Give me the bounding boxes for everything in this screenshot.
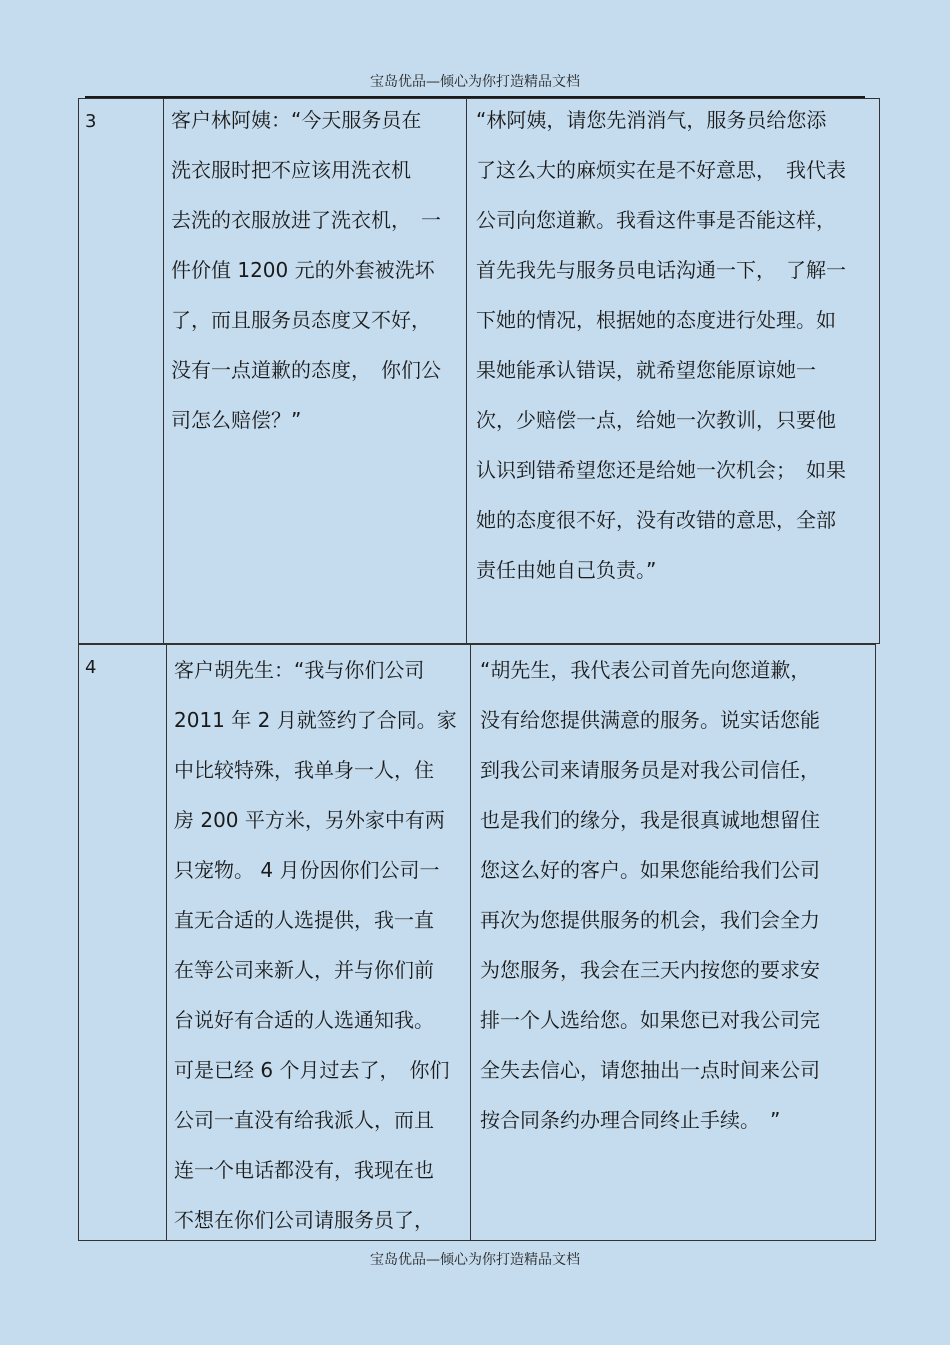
complaint-cell	[171, 95, 461, 643]
page-footer: 宝岛优品—倾心为你打造精品文档	[370, 1252, 580, 1268]
complaint-line: 房 200 平方米，另外家中有两	[174, 808, 445, 832]
response-line: 认识到错希望您还是给她一次机会； 如果	[476, 458, 846, 482]
response-line: 没有给您提供满意的服务。说实话您能	[480, 708, 820, 732]
complaint-line: 在等公司来新人，并与你们前	[174, 958, 434, 982]
table-row	[78, 644, 876, 1241]
table-row	[78, 98, 880, 644]
complaint-line: 直无合适的人选提供，我一直	[174, 908, 434, 932]
complaint-line: 不想在你们公司请服务员了，	[174, 1208, 434, 1232]
complaint-line: 了，而且服务员态度又不好，	[171, 308, 431, 332]
response-line: 也是我们的缘分，我是很真诚地想留住	[480, 808, 820, 832]
response-line: 她的态度很不好，没有改错的意思，全部	[476, 508, 836, 532]
response-line: 全失去信心，请您抽出一点时间来公司	[480, 1058, 820, 1082]
complaint-line: 客户林阿姨：“今天服务员在	[171, 108, 422, 132]
row-number: 3	[85, 111, 97, 132]
response-line: 再次为您提供服务的机会，我们会全力	[480, 908, 820, 932]
page-header: 宝岛优品—倾心为你打造精品文档	[370, 74, 580, 90]
column-divider	[166, 645, 167, 1240]
response-line: 按合同条约办理合同终止手续。 ”	[480, 1108, 781, 1132]
response-cell	[476, 95, 876, 643]
column-divider	[470, 645, 471, 1240]
complaint-line: 司怎么赔偿？”	[171, 408, 302, 432]
complaint-line: 公司一直没有给我派人，而且	[174, 1108, 434, 1132]
response-line: 到我公司来请服务员是对我公司信任，	[480, 758, 820, 782]
column-divider	[466, 99, 467, 643]
complaint-line: 可是已经 6 个月过去了， 你们	[174, 1058, 450, 1082]
complaint-line: 去洗的衣服放进了洗衣机， 一	[171, 208, 441, 232]
complaint-line: 2011 年 2 月就签约了合同。家	[174, 708, 457, 732]
complaint-line: 洗衣服时把不应该用洗衣机	[171, 158, 411, 182]
response-line: 次，少赔偿一点，给她一次教训，只要他	[476, 408, 836, 432]
complaint-line: 没有一点道歉的态度， 你们公	[171, 358, 441, 382]
response-line: “胡先生，我代表公司首先向您道歉，	[480, 658, 811, 682]
response-line: 首先我先与服务员电话沟通一下， 了解一	[476, 258, 846, 282]
complaint-line: 件价值 1200 元的外套被洗坏	[171, 258, 435, 282]
column-divider	[163, 99, 164, 643]
response-line: 公司向您道歉。我看这件事是否能这样，	[476, 208, 836, 232]
response-line: 责任由她自己负责。”	[476, 558, 657, 582]
complaint-line: 只宠物。 4 月份因你们公司一	[174, 858, 440, 882]
response-line: 了这么大的麻烦实在是不好意思， 我代表	[476, 158, 846, 182]
response-cell	[480, 645, 872, 1240]
response-line: 下她的情况，根据她的态度进行处理。如	[476, 308, 836, 332]
response-line: 您这么好的客户。如果您能给我们公司	[480, 858, 820, 882]
response-line: 排一个人选给您。如果您已对我公司完	[480, 1008, 820, 1032]
complaint-line: 客户胡先生：“我与你们公司	[174, 658, 425, 682]
response-line: “林阿姨，请您先消消气，服务员给您添	[476, 108, 827, 132]
complaint-line: 连一个电话都没有，我现在也	[174, 1158, 434, 1182]
response-line: 果她能承认错误，就希望您能原谅她一	[476, 358, 816, 382]
complaint-line: 中比较特殊，我单身一人，住	[174, 758, 434, 782]
row-number: 4	[85, 657, 97, 678]
complaint-line: 台说好有合适的人选通知我。	[174, 1008, 434, 1032]
complaint-cell	[174, 645, 466, 1240]
response-line: 为您服务，我会在三天内按您的要求安	[480, 958, 820, 982]
